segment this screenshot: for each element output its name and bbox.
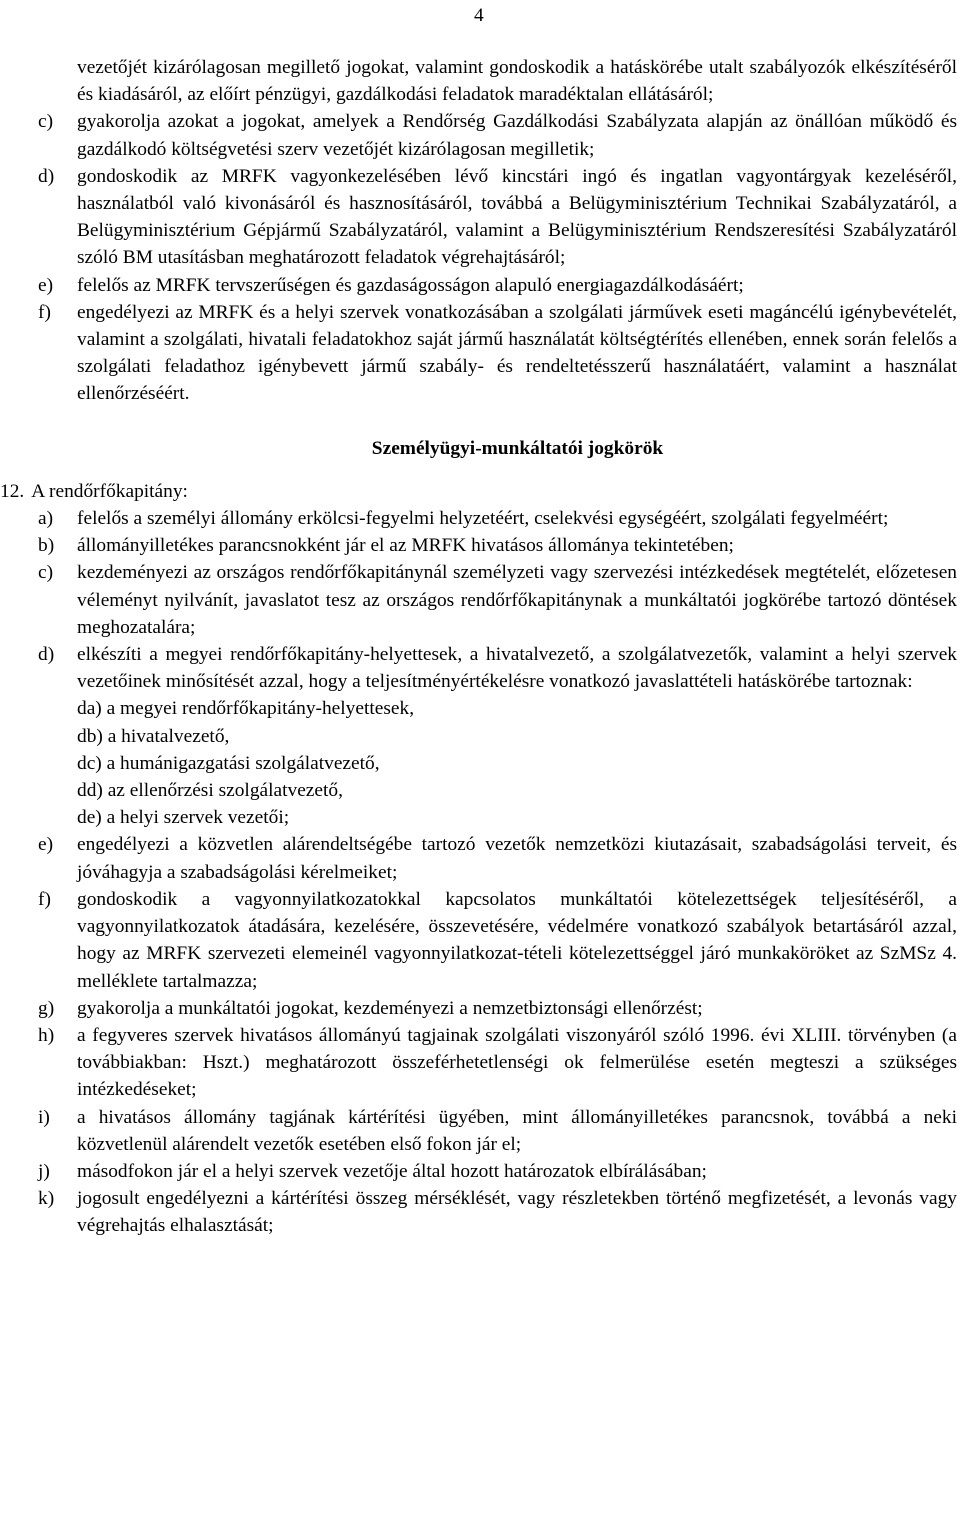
list-item-f	[38, 886, 957, 995]
list-item-text: kezdeményezi az országos rendőrfőkapitánynál személyzeti vagy szervezési intézkedések megtételét, előzetesen véleményt nyilvánít, javaslatot tesz az országos rendőrfőkapitánynak a munkáltatói jogkörébe tartozó döntések meghozatalára;	[77, 562, 957, 638]
list-item-c	[38, 559, 957, 641]
list-item-marker: k)	[38, 1188, 55, 1210]
list-item-i	[38, 1104, 957, 1158]
list-item-marker: f)	[38, 301, 51, 323]
list-item-e	[38, 272, 957, 299]
list-item-marker: e)	[38, 274, 54, 296]
list-item-f	[38, 299, 957, 408]
list-item-text: felelős az MRFK tervszerűségen és gazdaságosságon alapuló energiagazdálkodásáért;	[77, 274, 744, 296]
list-item-marker: c)	[38, 562, 54, 584]
list-item-marker: h)	[38, 1024, 55, 1046]
sub-item-db: db) a hivatalvezető,	[77, 725, 230, 747]
list-item-e	[38, 831, 957, 885]
list-item-marker: c)	[38, 111, 54, 133]
list-item-c	[38, 108, 957, 162]
list-item-d	[38, 641, 957, 695]
list-item-marker: d)	[38, 165, 55, 187]
list-item-text: gyakorolja a munkáltatói jogokat, kezdeményezi a nemzetbiztonsági ellenőrzést;	[77, 997, 703, 1019]
sub-item-da: da) a megyei rendőrfőkapitány-helyettesek,	[77, 698, 415, 720]
list-item-marker: f)	[38, 888, 51, 910]
list-item-a	[38, 505, 957, 532]
section-intro	[0, 478, 957, 505]
list-item-d	[38, 163, 957, 272]
list-item-b	[38, 532, 957, 559]
sub-item-dc: dc) a humánigazgatási szolgálatvezető,	[77, 752, 380, 774]
list-item-j	[38, 1158, 957, 1185]
list-item-k	[38, 1185, 957, 1239]
list-item-marker: e)	[38, 834, 54, 856]
list-item-marker: i)	[38, 1106, 50, 1128]
list-item-marker: d)	[38, 644, 55, 666]
list-item-text: engedélyezi a közvetlen alárendeltségébe tartozó vezetők nemzetközi kiutazásait, szabadságolási terveit, és jóváhagyja a szabadságolási kérelmeiket;	[77, 834, 957, 883]
list-item-text: állományilletékes parancsnokként jár el az MRFK hivatásos állománya tekintetében;	[77, 535, 734, 557]
section-intro-text: A rendőrfőkapitány:	[31, 480, 188, 502]
page-number: 4	[474, 5, 484, 26]
list-item-text: gondoskodik a vagyonnyilatkozatokkal kapcsolatos munkáltatói kötelezettségek teljesítéséről, a vagyonnyilatkozatok átadására, kezelésére, összevetésére, védelmére vonatkozó szabályok betartásáról azzal, hogy az MRFK szervezeti elemeinél vagyonnyilatkozat-tételi kötelezettséggel járó munkaköröket az SzMSz 4. melléklete tartalmazza;	[77, 888, 957, 992]
list-item-marker: b)	[38, 535, 55, 557]
list-item-text: gondoskodik az MRFK vagyonkezelésében lévő kincstári ingó és ingatlan vagyontárgyak kezeléséről, használatból való kivonásáról és hasznosításáról, továbbá a Belügyminisztérium Technikai Szabályzatáról, a Belügyminisztérium Gépjármű Szabályzatáról, valamint a Belügyminisztérium Rendszeresítési Szabályzatáról szóló BM utasításban meghatározott feladatok végrehajtásáról;	[77, 165, 957, 269]
list-gazdalkodasi	[38, 108, 957, 407]
list-item-text: jogosult engedélyezni a kártérítési összeg mérséklését, vagy részletekben történő megfizetését, a levonás vagy végrehajtás elhalasztását;	[77, 1188, 957, 1237]
list-item-marker: j)	[38, 1160, 50, 1182]
list-item-text: másodfokon jár el a helyi szervek vezetője által hozott határozatok elbírálásában;	[77, 1160, 707, 1182]
list-item-text: engedélyezi az MRFK és a helyi szervek vonatkozásában a szolgálati járművek eseti magáncélú igénybevételét, valamint a szolgálati, hivatali feladatokhoz saját jármű használatát költségtérítés ellenében, ennek során felelős a szolgálati feladathoz igénybevett jármű szabály- és rendeltetésszerű használatáért, valamint a használat ellenőrzéséért.	[77, 301, 957, 405]
list-item-text: gyakorolja azokat a jogokat, amelyek a Rendőrség Gazdálkodási Szabályzata alapján az önállóan működő és gazdálkodó költségvetési szerv vezetőjét kizárólagosan megilletik;	[77, 111, 957, 160]
list-item-h	[38, 1022, 957, 1104]
sub-item-dd: dd) az ellenőrzési szolgálatvezető,	[77, 780, 343, 802]
sub-item-de: de) a helyi szervek vezetői;	[77, 807, 290, 829]
list-item-text: elkészíti a megyei rendőrfőkapitány-helyettesek, a hivatalvezető, a szolgálatvezetők, valamint a helyi szervek vezetőinek minősítését azzal, hogy a teljesítményértékelésre vonatkozó javaslattételi hatáskörébe tartoznak:	[77, 644, 957, 693]
list-szemelyugyi	[38, 505, 957, 1239]
list-item-text: a hivatásos állomány tagjának kártérítési ügyében, mint állományilletékes parancsnok, továbbá a neki közvetlenül alárendelt vezetők esetében első fokon jár el;	[77, 1106, 957, 1155]
section-number: 12.	[0, 480, 25, 502]
list-item-text: felelős a személyi állomány erkölcsi-fegyelmi helyzetéért, cselekvési egységéért, szolgálati fegyelméért;	[77, 508, 889, 530]
list-item-g	[38, 995, 957, 1022]
list-item-marker: a)	[38, 508, 54, 530]
list-item-text: a fegyveres szervek hivatásos állományú tagjainak szolgálati viszonyáról szóló 1996. évi XLIII. törvényben (a továbbiakban: Hszt.) meghatározott összeférhetetlenségi ok felmerülése esetén megteszi a szükséges intézkedéseket;	[77, 1024, 957, 1101]
document-body	[0, 54, 957, 1240]
section-heading: Személyügyi-munkáltatói jogkörök	[371, 437, 664, 459]
list-item-marker: g)	[38, 997, 55, 1019]
continuation-paragraph: vezetőjét kizárólagosan megillető jogokat, valamint gondoskodik a hatáskörébe utalt szabályozók elkészítéséről és kiadásáról, az előírt pénzügyi, gazdálkodási feladatok maradéktalan ellátásáról;	[77, 57, 957, 106]
